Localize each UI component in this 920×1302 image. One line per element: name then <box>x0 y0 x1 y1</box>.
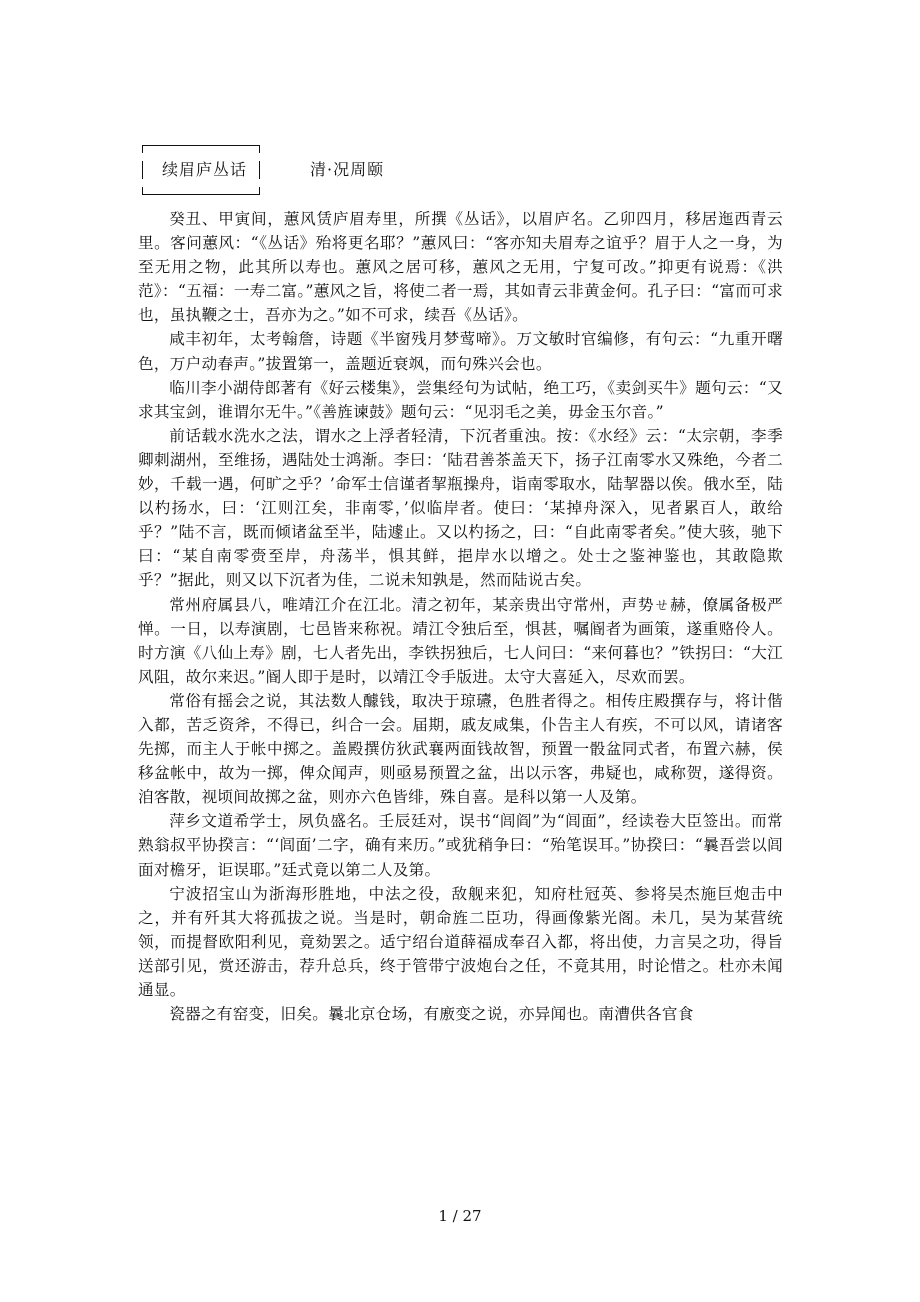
paragraph: 前话载水洗水之法，谓水之上浮者轻清，下沉者重浊。按：《水经》云：“太宗朝，李季卿刺湖州，至维扬，遇陆处士鸿渐。李曰：‘陆君善茶盖天下，扬子江南零水又殊绝，今者二妙，千载一遇，何旷之乎？’命军士信谨者挈瓶操舟，诣南零取水，陆挈器以俟。俄水至，陆以杓扬水，曰：‘江则江矣，非南零，’似临岸者。使曰：‘某掉舟深入，见者累百人，敢给乎？”陆不言，既而倾诸盆至半，陆遽止。又以杓扬之，曰：“自此南零者矣。”使大骇，驰下曰：“某自南零赍至岸，舟荡半，惧其鲜，挹岸水以增之。处士之鉴神鉴也，其敢隐欺乎？”据此，则又以下沉者为佳，二说未知孰是，然而陆说古矣。 <box>138 426 783 590</box>
page-number: 1 / 27 <box>438 1207 482 1225</box>
title-box-top-border <box>142 145 260 153</box>
paragraph: 常俗有摇会之说，其法数人醵钱，取决于琼瓙，色胜者得之。相传庄殿撰存与，将计偕入都，苦乏资斧，不得已，纠合一会。届期，戚友咸集，仆告主人有疾，不可以风，请诸客先掷，而主人于帐中掷之。盖殿撰仿狄武襄两面钱故智，预置一骰盆同式者，布置六赫，侯移盆帐中，故为一掷，俾众闻声，则亟易预置之盆，出以示客，弗疑也，咸称贺，遂得资。洎客散，视顷间故掷之盆，则亦六色皆绯，殊自喜。是科以第一人及第。 <box>138 691 783 807</box>
article-title: 续眉庐丛话 <box>162 160 248 179</box>
paragraph: 咸丰初年，太考翰詹，诗题《半窗残月梦莺啼》。万文敏时官编修，有句云：“九重开曙色，万户动春声。”拔置第一，盖题近衰飒，而句殊兴会也。 <box>138 330 783 373</box>
paragraph: 瓷器之有窑变，旧矣。曩北京仓场，有廒变之说，亦异闻也。南漕供各官食 <box>169 1005 694 1024</box>
title-box-right-border <box>259 161 260 179</box>
paragraph: 萍乡文道希学士，夙负盛名。壬辰廷对，误书“闾阎”为“闾面”，经读卷大臣签出。而常熟翁叔平协揆言：“‘闾面’二字，确有来历。”或犹稍争曰：“殆笔误耳。”协揆曰：“曩吾尝以闾面对檐牙，讵误耶。”廷式竟以第二人及第。 <box>138 812 783 879</box>
paragraph: 宁波招宝山为浙海形胜地，中法之役，敌舰来犯，知府杜冠英、参将吴杰施巨炮击中之，并有歼其大将孤拔之说。当是时，朝命旌二臣功，得画像紫光阁。未几，吴为某营统领，而提督欧阳利见，竟劾罢之。适宁绍台道薛福成奉召入都，将出使，力言吴之功，得旨送部引见，赏还游击，荐升总兵，终于管带宁波炮台之任，不竟其用，时论惜之。杜亦未闻通显。 <box>138 884 783 999</box>
article-author: 清·况周颐 <box>310 160 385 179</box>
paragraph: 临川李小湖侍郎著有《好云楼集》，尝集经句为试帖，绝工巧，《卖剑买牛》题句云：“又求其宝剑，谁谓尔无牛。”《善旌谏鼓》题句云：“见羽毛之美，毋金玉尔音。” <box>138 378 783 421</box>
title-box-left-border <box>142 161 143 179</box>
paragraph: 常州府属县八，唯靖江介在江北。清之初年，某亲贵出守常州，声势ㄝ赫，僚属备极严惮。一日，以寿演剧，七邑皆来称祝。靖江令独后至，惧甚，嘱阍者为画策，遂重赂伶人。时方演《八仙上寿》剧，七人者先出，李铁拐独后，七人问曰：“来何暮也？”铁拐曰：“大江风阻，故尔来迟。”阍人即于是时，以靖江令手版进。太守大喜延入，尽欢而罢。 <box>138 595 783 686</box>
paragraph: 癸丑、甲寅间，蕙风赁庐眉寿里，所撰《丛话》，以眉庐名。乙卯四月，移居迤西青云里。客问蕙风：“《丛话》殆将更名耶？”蕙风曰：“客亦知夫眉寿之谊乎？眉于人之一身，为至无用之物，此其所以寿也。蕙风之居可移，蕙风之无用，宁复可改。”抑更有说焉：《洪范》：“五福：一寿二富。”蕙风之旨，将使二者一焉，其如青云非黄金何。孔子曰：“富而可求也，虽执鞭之士，吾亦为之。”如不可求，续吾《丛话》。 <box>138 210 783 325</box>
article-body <box>138 207 783 1026</box>
title-box-bottom-border <box>142 187 260 195</box>
article-header <box>142 145 642 195</box>
title-box <box>142 145 260 195</box>
